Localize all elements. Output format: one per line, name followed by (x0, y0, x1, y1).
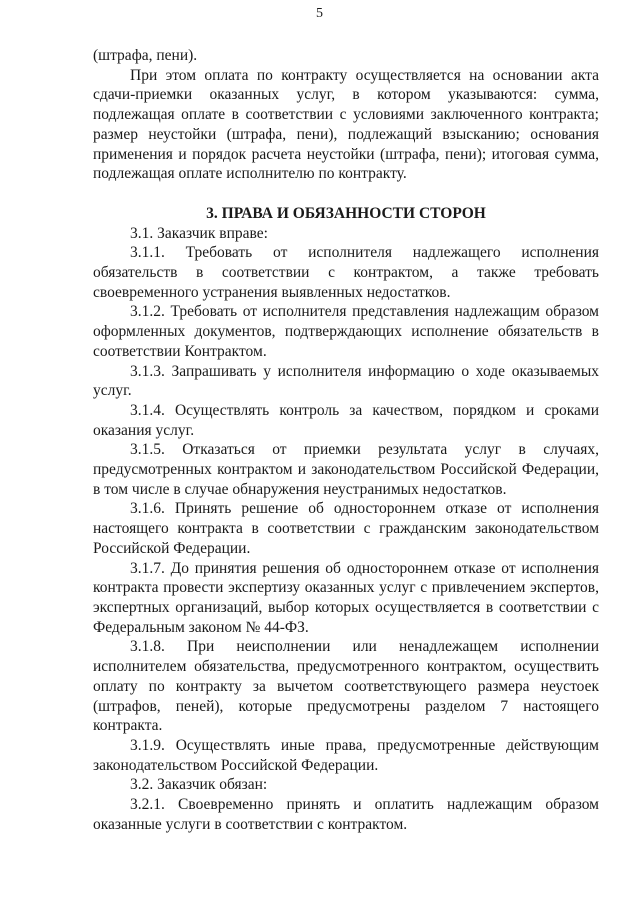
clause-3-1-7: 3.1.7. До принятия решения об одностороннем отказе от исполнения контракта провести экспертизу оказанных услуг с привлечением экспертов, экспертных организаций, выбор которых осуществляется в соответствии с Федеральным законом № 44-ФЗ. (93, 559, 599, 636)
section-title: 3. ПРАВА И ОБЯЗАННОСТИ СТОРОН (206, 204, 486, 222)
clause-3-1-3: 3.1.3. Запрашивать у исполнителя информацию о ходе оказываемых услуг. (93, 362, 599, 400)
clause-3-1-2: 3.1.2. Требовать от исполнителя представления надлежащим образом оформленных документов, подтверждающих исполнение обязательств в соответствии Контрактом. (93, 303, 599, 360)
clause-3-1-1: 3.1.1. Требовать от исполнителя надлежащего исполнения обязательств в соответствии с контрактом, а также требовать своевременного устранения выявленных недостатков. (93, 244, 599, 301)
clause-3-2-1: 3.2.1. Своевременно принять и оплатить надлежащим образом оказанные услуги в соответствии с контрактом. (93, 796, 599, 833)
clause-3-1-9: 3.1.9. Осуществлять иные права, предусмотренные действующим законодательством Российской Федерации. (93, 736, 599, 774)
document-body (93, 46, 599, 834)
spacer (93, 184, 599, 204)
paragraph-payment: При этом оплата по контракту осуществляется на основании акта сдачи-приемки оказанных услуг, в котором указываются: сумма, подлежащая оплате в соответствии с условиями заключенного контракта; размер неустойки (штрафа, пени), подлежащий взысканию; основания применения и порядок расчета неустойки (штрафа, пени); итоговая сумма, подлежащая оплате исполнителю по контракту. (93, 66, 599, 183)
clause-3-1-5: 3.1.5. Отказаться от приемки результата услуг в случаях, предусмотренных контрактом и законодательством Российской Федерации, в том числе в случае обнаружения неустранимых недостатков. (93, 441, 599, 498)
clause-3-1: 3.1. Заказчик вправе: (130, 224, 268, 242)
clause-3-1-4: 3.1.4. Осуществлять контроль за качеством, порядком и сроками оказания услуг. (93, 401, 599, 439)
clause-3-1-8: 3.1.8. При неисполнении или ненадлежащем исполнении исполнителем обязательства, предусмотренного контрактом, осуществить оплату по контракту за вычетом соответствующего размера неустоек (штрафов, пеней), которые предусмотрены разделом 7 настоящего контракта. (93, 638, 599, 735)
page-number: 5 (316, 6, 323, 21)
paragraph-intro: (штрафа, пени). (93, 47, 198, 64)
clause-3-1-6: 3.1.6. Принять решение об одностороннем отказе от исполнения настоящего контракта в соответствии с гражданским законодательством Российской Федерации. (93, 500, 599, 557)
clause-3-2: 3.2. Заказчик обязан: (130, 776, 268, 794)
